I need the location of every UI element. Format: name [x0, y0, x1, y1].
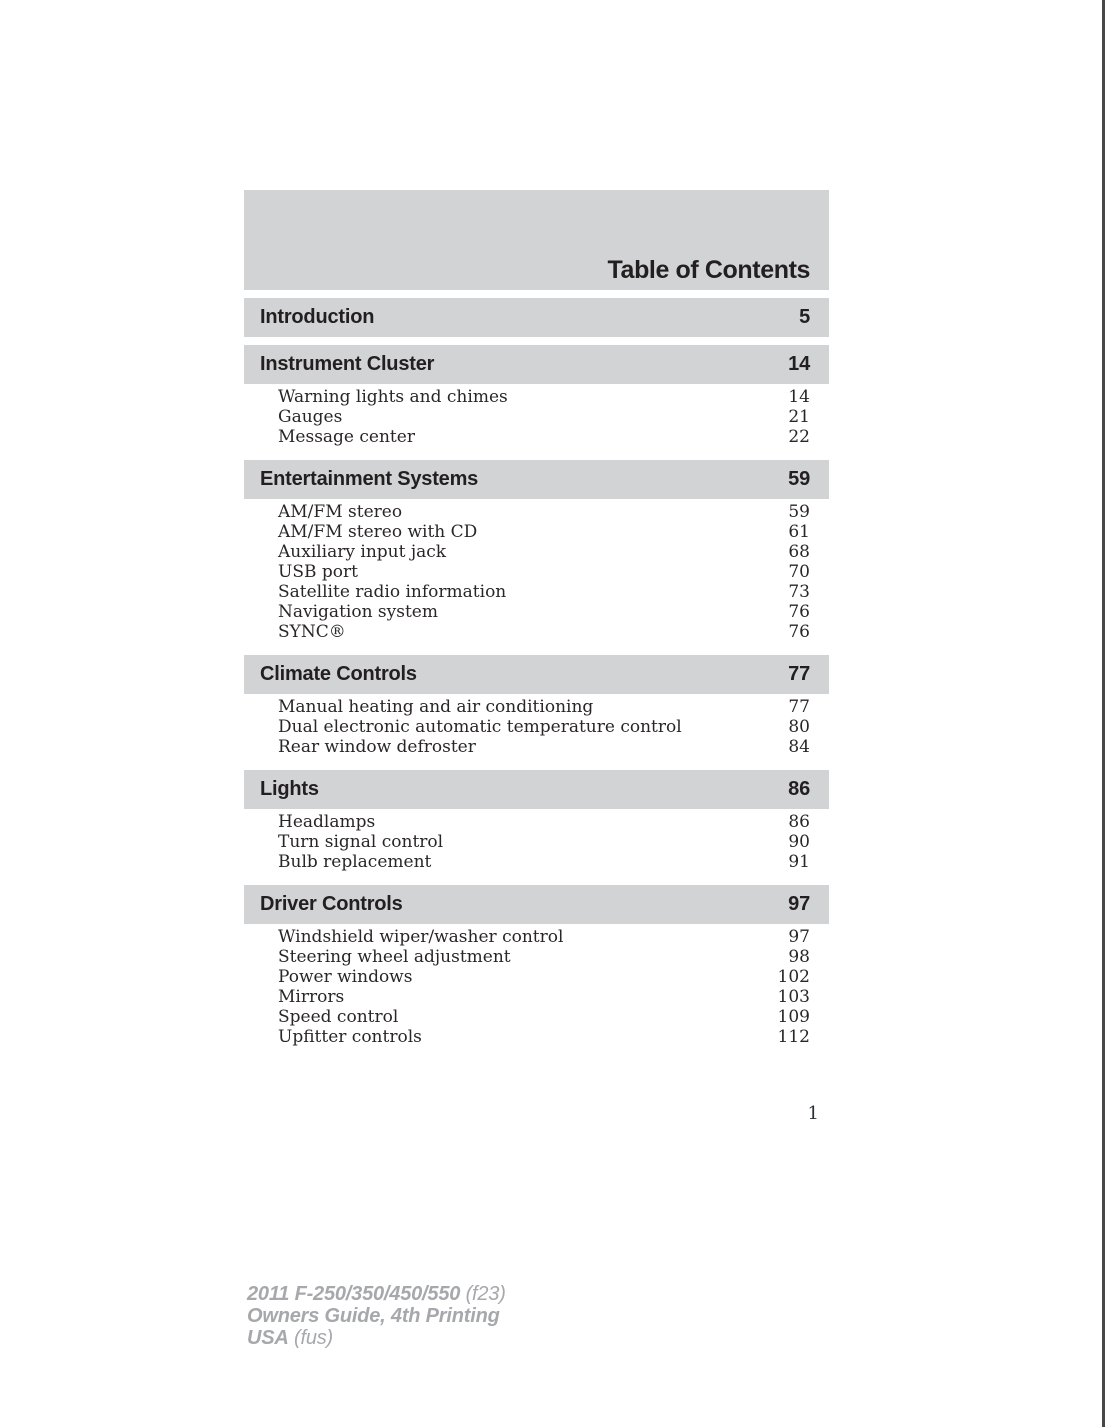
- toc-entry-label: Windshield wiper/washer control: [278, 927, 564, 947]
- toc-entry-label: SYNC®: [278, 622, 346, 642]
- toc-entry: [278, 927, 810, 947]
- toc-entry: [278, 407, 810, 427]
- toc-entry-label: Warning lights and chimes: [278, 387, 508, 407]
- toc-section-entertainment-systems: [244, 460, 829, 499]
- section-page-number: 59: [788, 468, 810, 490]
- section-page-number: 14: [788, 353, 810, 375]
- toc-entry-page: 90: [788, 832, 810, 852]
- toc-entry-label: Dual electronic automatic temperature control: [278, 717, 682, 737]
- footer-line-model: [247, 1283, 506, 1305]
- footer-model-text: 2011 F-250/350/450/550: [247, 1283, 461, 1305]
- section-label: Lights: [260, 778, 319, 800]
- toc-entry-page: 84: [788, 737, 810, 757]
- toc-entry-page: 103: [777, 987, 810, 1007]
- toc-entry-page: 98: [788, 947, 810, 967]
- toc-entry-label: Rear window defroster: [278, 737, 476, 757]
- toc-entry-label: Bulb replacement: [278, 852, 432, 872]
- toc-entry: [278, 1027, 810, 1047]
- toc-entry-label: Mirrors: [278, 987, 345, 1007]
- toc-items-entertainment-systems: [244, 499, 829, 647]
- toc-entry: [278, 387, 810, 407]
- toc-entry-page: 112: [777, 1027, 810, 1047]
- toc-entry-page: 14: [788, 387, 810, 407]
- toc-entry: [278, 502, 810, 522]
- footer-region-text: USA: [247, 1327, 289, 1349]
- toc-entry-page: 91: [788, 852, 810, 872]
- toc-entry-label: Navigation system: [278, 602, 438, 622]
- section-label: Driver Controls: [260, 893, 403, 915]
- toc-entry: [278, 602, 810, 622]
- toc-entry-page: 73: [788, 582, 810, 602]
- toc-entry-page: 68: [788, 542, 810, 562]
- toc-entry-label: Auxiliary input jack: [278, 542, 447, 562]
- section-page-number: 97: [788, 893, 810, 915]
- section-label: Entertainment Systems: [260, 468, 479, 490]
- toc-section-driver-controls: [244, 885, 829, 924]
- toc-entry-label: Speed control: [278, 1007, 399, 1027]
- toc-entry-label: Headlamps: [278, 812, 376, 832]
- toc-entry-label: Manual heating and air conditioning: [278, 697, 594, 717]
- toc-entry-label: AM/FM stereo: [278, 502, 403, 522]
- toc-entry-label: Gauges: [278, 407, 343, 427]
- toc-entry: [278, 1007, 810, 1027]
- footer-line-guide: [247, 1305, 506, 1327]
- toc-entry-page: 61: [788, 522, 810, 542]
- toc-entry-page: 102: [777, 967, 810, 987]
- toc-entry: [278, 947, 810, 967]
- footer-line-region: [247, 1327, 506, 1349]
- toc-entry-page: 76: [788, 602, 810, 622]
- toc-entry-page: 109: [777, 1007, 810, 1027]
- toc-entry: [278, 582, 810, 602]
- toc-entry-page: 76: [788, 622, 810, 642]
- toc-entry-label: USB port: [278, 562, 358, 582]
- toc-entry-label: Message center: [278, 427, 415, 447]
- toc-entry: [278, 967, 810, 987]
- toc-items-instrument-cluster: [244, 384, 829, 452]
- toc-entry-label: AM/FM stereo with CD: [278, 522, 478, 542]
- toc-entry-page: 86: [788, 812, 810, 832]
- toc-entry: [278, 987, 810, 1007]
- toc-entry: [278, 737, 810, 757]
- toc-entry-label: Satellite radio information: [278, 582, 507, 602]
- toc-entry: [278, 717, 810, 737]
- footer-model-code: (f23): [465, 1283, 506, 1305]
- footer-guide-text: Owners Guide, 4th Printing: [247, 1305, 500, 1327]
- toc-section-instrument-cluster: [244, 345, 829, 384]
- section-label: Introduction: [260, 306, 375, 328]
- toc-entry: [278, 622, 810, 642]
- toc-header-box: [244, 190, 829, 290]
- toc-entry-page: 77: [788, 697, 810, 717]
- toc-entry-page: 80: [788, 717, 810, 737]
- toc-entry-label: Power windows: [278, 967, 413, 987]
- toc-section-climate-controls: [244, 655, 829, 694]
- footer-region-code: (fus): [294, 1327, 334, 1349]
- toc-items-lights: [244, 809, 829, 877]
- toc-entry: [278, 427, 810, 447]
- section-page-number: 77: [788, 663, 810, 685]
- toc-content: [244, 190, 829, 1052]
- toc-items-driver-controls: [244, 924, 829, 1052]
- section-label: Climate Controls: [260, 663, 417, 685]
- toc-section-introduction: [244, 298, 829, 337]
- toc-entry-label: Steering wheel adjustment: [278, 947, 511, 967]
- toc-entry-label: Turn signal control: [278, 832, 444, 852]
- section-page-number: 5: [799, 306, 810, 328]
- toc-entry-page: 21: [788, 407, 810, 427]
- toc-entry: [278, 522, 810, 542]
- toc-items-climate-controls: [244, 694, 829, 762]
- footer: [247, 1283, 506, 1349]
- section-label: Instrument Cluster: [260, 353, 435, 375]
- folio-page-number: 1: [807, 1103, 819, 1124]
- toc-entry-page: 59: [788, 502, 810, 522]
- toc-entry: [278, 832, 810, 852]
- toc-entry: [278, 542, 810, 562]
- toc-entry: [278, 812, 810, 832]
- toc-entry-page: 97: [788, 927, 810, 947]
- toc-entry-page: 70: [788, 562, 810, 582]
- toc-entry-page: 22: [788, 427, 810, 447]
- page-title: Table of Contents: [607, 256, 810, 284]
- section-page-number: 86: [788, 778, 810, 800]
- toc-entry: [278, 852, 810, 872]
- toc-entry: [278, 697, 810, 717]
- toc-section-lights: [244, 770, 829, 809]
- toc-entry: [278, 562, 810, 582]
- toc-entry-label: Upfitter controls: [278, 1027, 422, 1047]
